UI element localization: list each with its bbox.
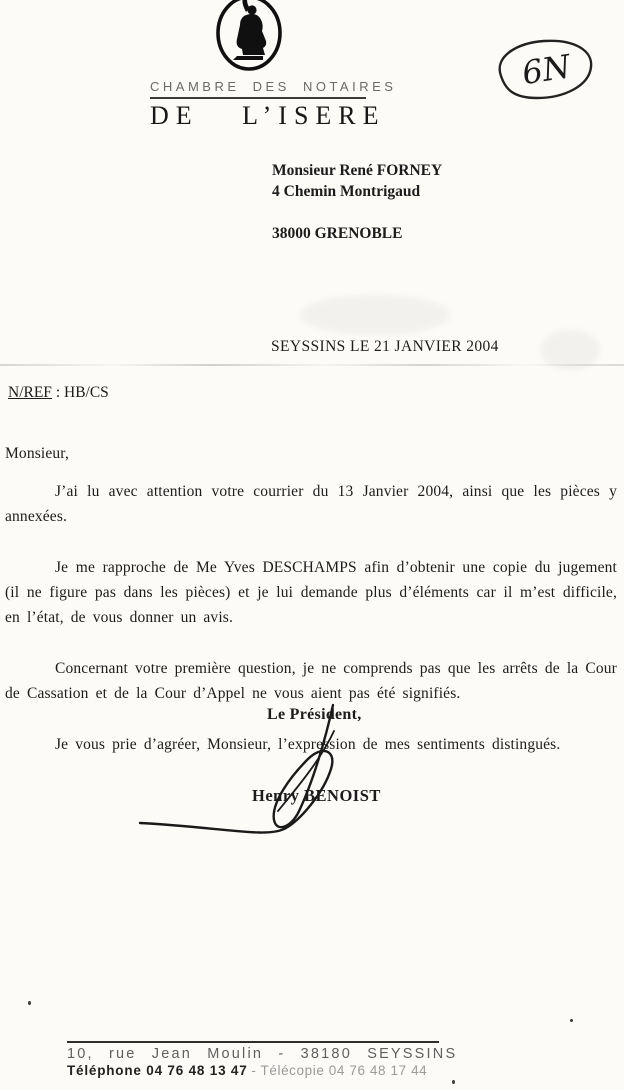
footer bbox=[67, 1041, 458, 1078]
scan-speck bbox=[452, 1080, 455, 1084]
scan-smudge bbox=[300, 295, 450, 335]
salutation: Monsieur, bbox=[5, 445, 70, 462]
scan-artifact-line bbox=[0, 364, 624, 366]
footer-address: 10, rue Jean Moulin - 38180 SEYSSINS bbox=[67, 1046, 458, 1062]
body-paragraph: Je vous prie d’agréer, Monsieur, l’expression de mes sentiments distingués. bbox=[55, 736, 561, 753]
reference-value: : HB/CS bbox=[51, 384, 109, 401]
reference-label: N/REF bbox=[8, 384, 52, 401]
signature-scrawl bbox=[128, 693, 390, 850]
scan-speck bbox=[28, 1001, 31, 1005]
footer-fax: - Télécopie 04 76 48 17 44 bbox=[251, 1063, 428, 1078]
recipient-street: 4 Chemin Montrigaud bbox=[272, 183, 421, 200]
recipient-city: 38000 GRENOBLE bbox=[272, 225, 403, 242]
scan-speck bbox=[570, 1019, 573, 1022]
dateline: SEYSSINS LE 21 JANVIER 2004 bbox=[271, 338, 499, 355]
recipient-block bbox=[272, 160, 442, 244]
reference-line bbox=[8, 384, 109, 402]
org-name-line1: CHAMBRE DES NOTAIRES bbox=[150, 79, 366, 99]
scan-smudge bbox=[540, 330, 600, 370]
signer-name: Henry BENOIST bbox=[252, 786, 381, 805]
footer-phone: Téléphone 04 76 48 13 47 bbox=[67, 1063, 248, 1078]
body-paragraph: J’ai lu avec attention votre courrier du 13 Janvier 2004, ainsi que les pièces y annexées. bbox=[5, 483, 617, 525]
handwritten-stamp-6n bbox=[492, 36, 596, 102]
footer-phones bbox=[67, 1063, 439, 1078]
closing-title: Le Président, bbox=[267, 706, 362, 723]
stamp-text: 6N bbox=[519, 47, 574, 93]
org-name-line2: DE L’ISERE bbox=[150, 101, 386, 130]
recipient-name: Monsieur René FORNEY bbox=[272, 162, 443, 179]
body-paragraph: Concernant votre première question, je ne comprends pas que les arrêts de la Cour de Cassation et de la Cour d’Appel ne vous aient pas été signifiés. bbox=[5, 660, 617, 702]
body-paragraph: Je me rapproche de Me Yves DESCHAMPS afin d’obtenir une copie du jugement (il ne figure pas dans les pièces) et je lui demande plus d’éléments car il m’est difficile, en l’état, de vous donner un avis. bbox=[5, 559, 617, 626]
notary-emblem-icon bbox=[214, 0, 284, 79]
